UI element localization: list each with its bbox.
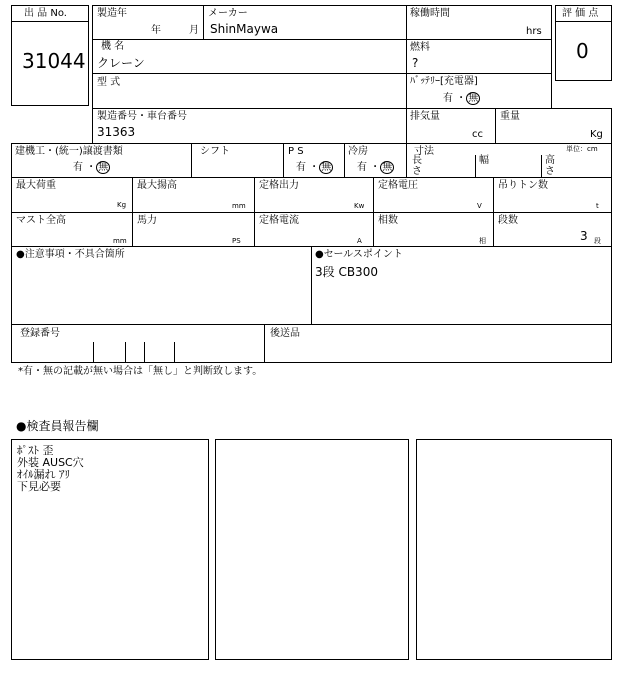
ps-label: P S (288, 146, 304, 157)
serial-label: 製造番号・車台番号 (97, 111, 187, 122)
model-value: クレーン (97, 56, 145, 70)
hoist-ton-label: 吊りトン数 (498, 180, 548, 191)
r2-div-b (254, 177, 255, 247)
spec-row-2 (11, 212, 612, 213)
col-divider-maker (406, 5, 407, 109)
r1-div-f (541, 155, 542, 177)
maker-label: メーカー (208, 8, 248, 19)
r1-div-b (283, 143, 284, 177)
fuel-value: ? (412, 56, 419, 70)
battery-label: ﾊﾞｯﾃﾘｰ[充電器] (410, 76, 478, 87)
displacement-unit: cc (472, 129, 483, 140)
mast-height-label: マスト全高 (16, 215, 66, 226)
horsepower-label: 馬力 (137, 215, 157, 226)
dim-unit: 単位：cm (566, 145, 598, 153)
notes-divider (311, 246, 312, 325)
serial-value: 31363 (97, 125, 136, 139)
row-divider-2 (92, 73, 552, 74)
phase-unit: 相 (479, 237, 486, 245)
max-load-unit: Kg (117, 201, 127, 209)
row-divider-1 (92, 39, 552, 40)
weight-label: 重量 (500, 111, 520, 122)
rated-output-label: 定格出力 (259, 180, 299, 191)
horsepower-unit: PS (232, 237, 241, 245)
spec-row-1 (11, 177, 612, 178)
registration-box (11, 324, 612, 363)
weight-unit: Kg (590, 129, 603, 140)
sales-label: ●セールスポイント (315, 249, 403, 260)
r2-div-d (493, 177, 494, 247)
r2-div-c (373, 177, 374, 247)
reg-cell-a (93, 342, 94, 363)
hours-label: 稼働時間 (410, 8, 450, 19)
footnote: *有・無の記載が無い場合は「無し」と判断致します。 (18, 366, 263, 377)
col-divider-weight (495, 108, 496, 144)
score-divider (555, 21, 612, 22)
cool-label: 冷房 (348, 146, 368, 157)
inspector-panel-2 (215, 439, 409, 660)
maker-value: ShinMaywa (210, 22, 279, 36)
fuel-label: 燃料 (410, 42, 430, 53)
reg-cell-c (144, 342, 145, 363)
reg-label: 登録番号 (20, 328, 60, 339)
phase-label: 相数 (378, 215, 398, 226)
transfer-label: 建機工・(統一)譲渡書類 (15, 146, 123, 157)
inspector-title: ●検査員報告欄 (16, 419, 99, 433)
rated-output-unit: Kw (354, 202, 365, 210)
ps-choice (296, 161, 333, 174)
lot-divider (11, 21, 89, 22)
lot-value: 31044 (22, 49, 86, 73)
battery-choice (443, 92, 480, 105)
shift-label: シフト (200, 146, 230, 157)
rated-current-label: 定格電流 (259, 215, 299, 226)
r1-div-d (406, 143, 407, 177)
r1-div-a (191, 143, 192, 177)
transfer-no-circled: 無 (98, 162, 109, 173)
rated-voltage-label: 定格電圧 (378, 180, 418, 191)
model-label: 機 名 (101, 41, 125, 52)
max-lift-unit: mm (232, 202, 246, 210)
col-divider-year (203, 5, 204, 39)
width-label: 幅 (479, 155, 489, 166)
rated-voltage-unit: V (477, 202, 482, 210)
mast-height-unit: mm (113, 237, 127, 245)
sales-value: 3段 CB300 (315, 265, 378, 279)
rated-current-unit: A (357, 237, 362, 245)
transfer-choice (73, 161, 110, 174)
displacement-label: 排気量 (410, 111, 440, 122)
caution-label: ●注意事項・不具合箇所 (16, 249, 125, 260)
inspector-memo: ﾎﾟｽﾄ 歪 外装 AUSC穴 ｵｲﾙ漏れ ｱﾘ 下見必要 (17, 444, 84, 493)
max-lift-label: 最大揚高 (137, 180, 177, 191)
height-label: 高 さ (545, 155, 555, 177)
stages-value: 3 (580, 229, 588, 243)
reg-cell-d (174, 342, 175, 363)
reg-cell-b (125, 342, 126, 363)
max-load-label: 最大荷重 (16, 180, 56, 191)
hours-unit: hrs (526, 26, 542, 37)
year-label: 製造年 (97, 8, 127, 19)
score-value: 0 (576, 39, 589, 63)
cool-no-circled: 無 (382, 162, 393, 173)
length-label: 長 さ (412, 155, 422, 177)
main-info-box (92, 5, 552, 109)
hoist-ton-unit: t (596, 202, 599, 210)
lot-label: 出 品 No. (24, 8, 67, 19)
shipping-label: 後送品 (270, 328, 300, 339)
battery-yes: 有 ・ (443, 93, 467, 104)
year-unit: 年 (151, 25, 161, 36)
battery-no-circled: 無 (468, 93, 479, 104)
cool-choice (357, 161, 394, 174)
spec-table (11, 143, 612, 247)
cool-yes: 有 ・ (357, 162, 381, 173)
dim-label: 寸法 (414, 146, 434, 157)
stages-unit: 段 (594, 237, 601, 245)
r1-div-c (344, 143, 345, 177)
type-label: 型 式 (97, 77, 121, 88)
inspector-panel-3 (416, 439, 612, 660)
r1-div-e (475, 155, 476, 177)
score-label: 評 価 点 (562, 8, 599, 19)
transfer-yes: 有 ・ (73, 162, 97, 173)
reg-divider (264, 324, 265, 363)
ps-yes: 有 ・ (296, 162, 320, 173)
r2-div-a (132, 177, 133, 247)
ps-no-circled: 無 (321, 162, 332, 173)
col-divider-serial (406, 108, 407, 144)
month-unit: 月 (189, 25, 199, 36)
stages-label: 段数 (498, 215, 518, 226)
